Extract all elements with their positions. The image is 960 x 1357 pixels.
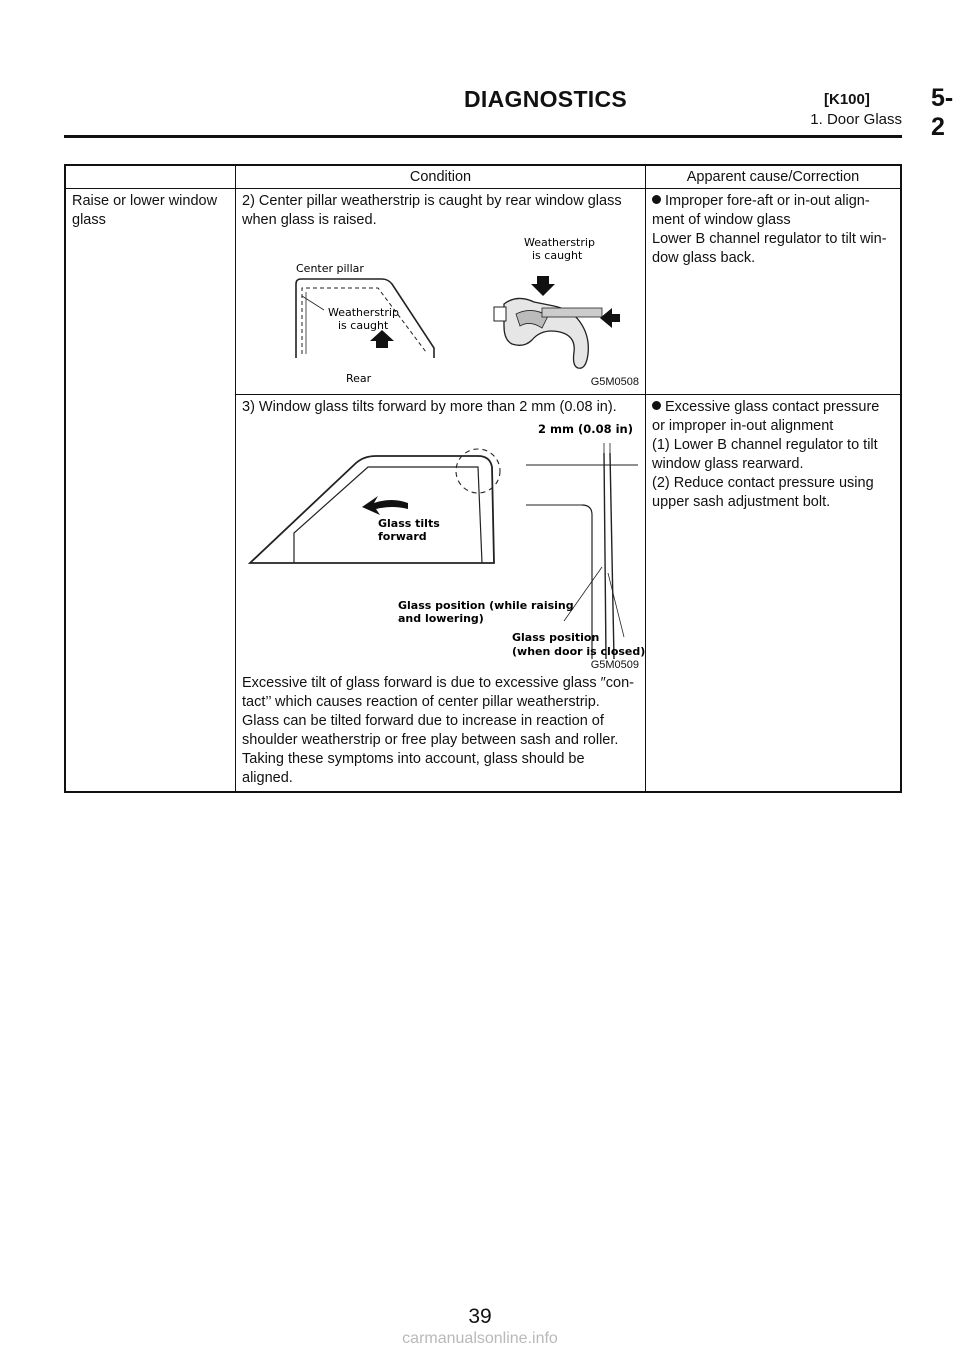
figure-label-rear: Rear: [346, 372, 372, 385]
correction-line: ment of window glass: [652, 212, 791, 228]
header-code: [K100]: [824, 91, 870, 108]
figure-label-center-pillar: Center pillar: [296, 262, 364, 275]
figure-label-dimension: 2 mm (0.08 in): [538, 422, 633, 436]
leader-line: [608, 573, 624, 637]
figure-label-weatherstrip-left: Weatherstrip: [328, 306, 399, 319]
down-arrow-icon: [531, 276, 555, 296]
correction-line: Improper fore-aft or in-out align-: [652, 192, 894, 211]
glass-raising-line: [610, 453, 614, 659]
note-text: Excessive tilt of glass forward is due to excessive glass ″con-tact’’ which causes reaction of center pillar weatherstrip. Glass can be tilted forward due to increase in reaction of shoulder weatherstrip or free play between sash and roller. Taking these symptoms into account, glass should be aligned.: [242, 675, 634, 786]
bullet-icon: [652, 195, 661, 204]
correction-line: upper sash adjustment bolt.: [652, 494, 831, 510]
figure-label-position-closed-2: (when door is closed): [512, 645, 646, 658]
header-section: 5-2: [931, 84, 954, 141]
page-header: [64, 84, 954, 141]
correction-cell: [646, 189, 902, 395]
page-number: 39: [468, 1305, 492, 1328]
watermark: carmanualsonline.info: [402, 1330, 558, 1347]
leader-line: [564, 567, 602, 621]
door-glass: [294, 467, 482, 563]
up-arrow-icon: [370, 330, 394, 348]
glass-section: [542, 308, 602, 317]
table-header-row: [65, 165, 901, 189]
figure-label-position-closed: Glass position: [512, 631, 600, 644]
figure-label-position-raising: Glass position (while raising: [398, 599, 574, 612]
correction-line: window glass rearward.: [652, 456, 804, 472]
correction-line: or improper in-out alignment: [652, 418, 834, 434]
condition-text: 2) Center pillar weatherstrip is caught by rear window glass when glass is raised.: [242, 193, 622, 228]
correction-line: (1) Lower B channel regulator to tilt: [652, 437, 878, 453]
symptom-cell: [65, 189, 236, 793]
header-cell-symptom: [65, 165, 236, 189]
pillar-flange: [494, 307, 506, 321]
figure-label-forward: forward: [378, 530, 427, 543]
correction-line: Lower B channel regulator to tilt win-: [652, 231, 887, 247]
table-row: [65, 189, 901, 395]
left-arrow-icon: [600, 308, 620, 328]
figure-label-caught-right: is caught: [532, 249, 583, 262]
correction-line: dow glass back.: [652, 250, 756, 266]
correction-line: (2) Reduce contact pressure using: [652, 475, 874, 491]
diagnostics-table: [64, 164, 902, 793]
figure-label-position-raising-2: and lowering): [398, 612, 484, 625]
figure-code: G5M0509: [590, 659, 639, 671]
header-cell-condition: Condition: [236, 165, 646, 189]
header-rule: [64, 135, 902, 138]
correction-line: Excessive glass contact pressure: [652, 398, 894, 417]
header-cell-correction: Apparent cause/Correction: [646, 165, 902, 189]
header-title: DIAGNOSTICS: [464, 86, 628, 112]
bullet-icon: [652, 401, 661, 410]
glass-closed-line: [604, 453, 606, 659]
glass-tilt-figure: [242, 422, 646, 659]
figure-label-caught-left: is caught: [338, 319, 389, 332]
condition-cell: [236, 395, 646, 793]
tilt-arrow-icon: [362, 496, 408, 515]
condition-cell: [236, 189, 646, 395]
header-subtitle: 1. Door Glass: [810, 111, 902, 128]
correction-cell: [646, 395, 902, 793]
symptom-text: Raise or lower window glass: [72, 193, 218, 228]
condition-text: 3) Window glass tilts forward by more than 2 mm (0.08 in).: [242, 399, 617, 415]
figure-label-weatherstrip-right: Weatherstrip: [524, 236, 595, 249]
figure-label-tilts: Glass tilts: [378, 517, 440, 530]
leader-line: [302, 296, 324, 310]
figure-code: G5M0508: [590, 376, 639, 388]
